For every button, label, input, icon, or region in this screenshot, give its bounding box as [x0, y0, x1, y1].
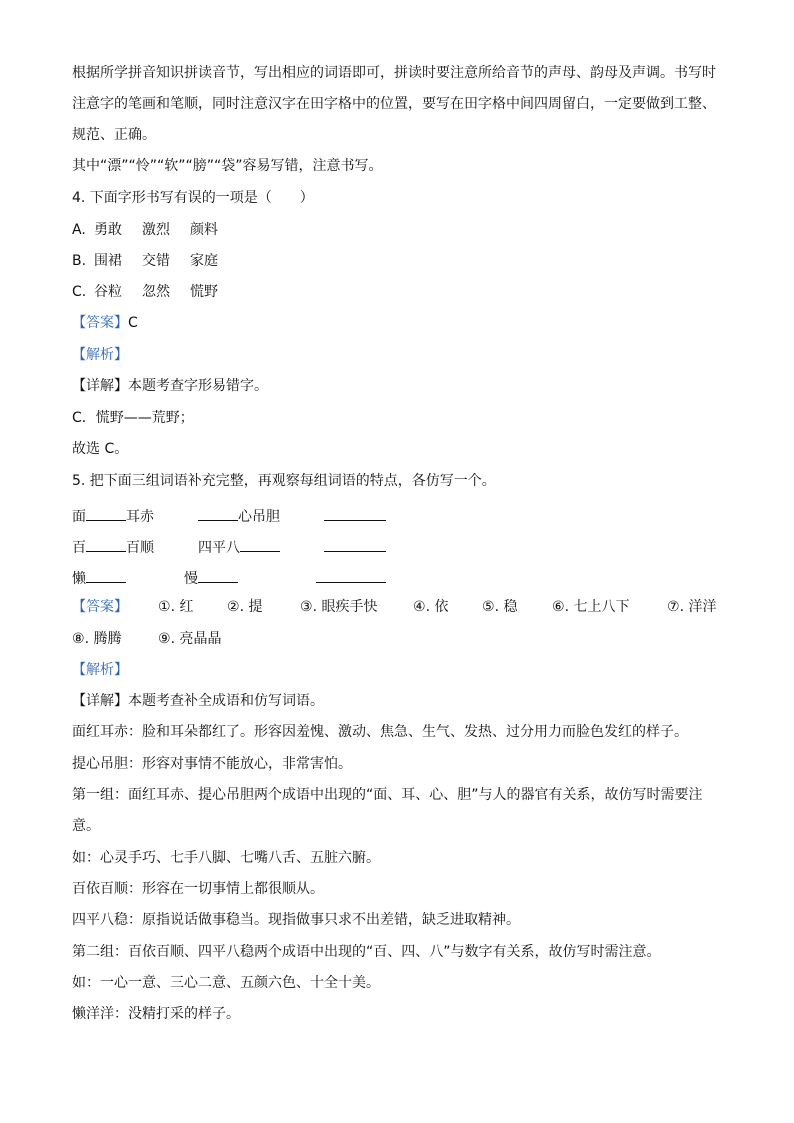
intro-line-2: 注意字的笔画和笔顺，同时注意汉字在田字格中的位置，要写在田字格中间四周留白，一定要做到工整、 — [72, 96, 716, 112]
prefix: 懒 — [72, 571, 86, 587]
blank-line — [198, 566, 238, 583]
q5-answer-row-1 — [72, 597, 732, 617]
blank-line — [198, 504, 238, 521]
intro-line-3: 规范、正确。 — [72, 127, 156, 143]
q5-detail-line: 懒洋洋：没精打采的样子。 — [72, 1006, 240, 1022]
intro-line-4: 其中“漂”“怜”“软”“膀”“袋”容易写错，注意书写。 — [72, 158, 383, 174]
answer-item: ⑨. 亮晶晶 — [158, 631, 222, 647]
prefix: 面 — [72, 509, 86, 525]
q5-detail-line: 提心吊胆：形容对事情不能放心，非常害怕。 — [72, 756, 352, 772]
q4-detail: 【详解】本题考查字形易错字。 — [72, 378, 268, 394]
option-letter: C. — [72, 284, 87, 300]
q5-detail-line: 第二组：百依百顺、四平八稳两个成语中出现的“百、四、八”与数字有关系，故仿写时需注意。 — [72, 944, 661, 960]
blank-line — [316, 566, 386, 583]
option-word: 谷粒 — [94, 284, 122, 300]
q4-analysis-label: 【解析】 — [72, 347, 128, 363]
q5-detail-line: 【详解】本题考查补全成语和仿写词语。 — [72, 693, 324, 709]
suffix: 心吊胆 — [238, 509, 280, 525]
answer-label: 【答案】 — [72, 599, 128, 615]
q5-answer-row-2 — [72, 629, 372, 649]
answer-item: ⑤. 稳 — [482, 599, 518, 615]
answer-number: ① — [158, 599, 171, 615]
answer-item: ②. 提 — [227, 599, 263, 615]
q4-stem: 4. 下面字形书写有误的一项是（ ） — [72, 190, 314, 206]
fill-item — [324, 535, 386, 558]
q5-detail-line: 第一组：面红耳赤、提心吊胆两个成语中出现的“面、耳、心、胆”与人的器官有关系，故仿写时需要注 — [72, 787, 703, 803]
q5-detail-line: 四平八稳：原指说话做事稳当。现指做事只求不出差错，缺乏进取精神。 — [72, 912, 520, 928]
q4-option-a — [72, 220, 372, 240]
q4-fix: C．慌野——荒野； — [72, 410, 194, 426]
fill-item — [72, 566, 126, 589]
option-word: 围裙 — [94, 253, 122, 269]
answer-number: ⑧ — [72, 631, 85, 647]
option-word: 颜料 — [190, 222, 218, 238]
answer-number: ⑤ — [482, 599, 495, 615]
q5-detail-line: 意。 — [72, 818, 100, 834]
answer-number: ⑦ — [667, 599, 680, 615]
fill-item — [184, 566, 238, 589]
q5-stem: 5. 把下面三组词语补充完整，再观察每组词语的特点，各仿写一个。 — [72, 473, 496, 489]
fill-item — [324, 504, 386, 527]
q5-fill-row-2 — [72, 535, 472, 555]
prefix: 慢 — [184, 571, 198, 587]
option-word: 家庭 — [190, 253, 218, 269]
q4-conclusion: 故选 C。 — [72, 441, 129, 457]
option-letter: A. — [72, 222, 86, 238]
option-word: 勇敢 — [94, 222, 122, 238]
fill-item — [72, 535, 154, 558]
q5-detail-line: 如：一心一意、三心二意、五颜六色、十全十美。 — [72, 975, 380, 991]
prefix: 四平八 — [198, 540, 240, 556]
q5-analysis-label: 【解析】 — [72, 662, 128, 678]
answer-number: ③ — [300, 599, 313, 615]
answer-item: ③. 眼疾手快 — [300, 599, 378, 615]
blank-line — [324, 504, 386, 521]
q5-fill-row-3 — [72, 566, 472, 586]
blank-line — [324, 535, 386, 552]
option-word: 慌野 — [190, 284, 218, 300]
blank-line — [240, 535, 280, 552]
answer-value: C — [128, 315, 138, 331]
q4-option-c — [72, 282, 372, 302]
fill-item — [316, 566, 386, 589]
q5-detail-line: 百依百顺：形容在一切事情上都很顺从。 — [72, 881, 324, 897]
answer-item: ④. 依 — [413, 599, 449, 615]
blank-line — [86, 535, 126, 552]
option-word: 忽然 — [142, 284, 170, 300]
q4-option-b — [72, 251, 372, 271]
blank-line — [86, 566, 126, 583]
suffix: 百顺 — [126, 540, 154, 556]
q5-detail-line: 面红耳赤：脸和耳朵都红了。形容因羞愧、激动、焦急、生气、发热、过分用力而脸色发红的样子。 — [72, 724, 688, 740]
prefix: 百 — [72, 540, 86, 556]
option-word: 交错 — [142, 253, 170, 269]
q5-detail-line: 如：心灵手巧、七手八脚、七嘴八舌、五脏六腑。 — [72, 850, 380, 866]
answer-item: ①. 红 — [158, 599, 194, 615]
answer-number: ⑨ — [158, 631, 171, 647]
answer-number: ⑥ — [552, 599, 565, 615]
q5-fill-row-1 — [72, 504, 472, 524]
fill-item — [198, 535, 280, 558]
intro-line-1: 根据所学拼音知识拼读音节，写出相应的词语即可，拼读时要注意所给音节的声母、韵母及声调。书写时 — [72, 65, 716, 81]
answer-item: ⑦. 洋洋 — [667, 599, 717, 615]
fill-item — [72, 504, 154, 527]
fill-item — [198, 504, 280, 527]
answer-number: ④ — [413, 599, 426, 615]
answer-item: ⑧. 腾腾 — [72, 631, 122, 647]
q4-answer — [72, 313, 138, 333]
blank-line — [86, 504, 126, 521]
option-letter: B. — [72, 253, 87, 269]
answer-item: ⑥. 七上八下 — [552, 599, 630, 615]
suffix: 耳赤 — [126, 509, 154, 525]
option-word: 激烈 — [142, 222, 170, 238]
answer-number: ② — [227, 599, 240, 615]
answer-label: 【答案】 — [72, 315, 128, 331]
